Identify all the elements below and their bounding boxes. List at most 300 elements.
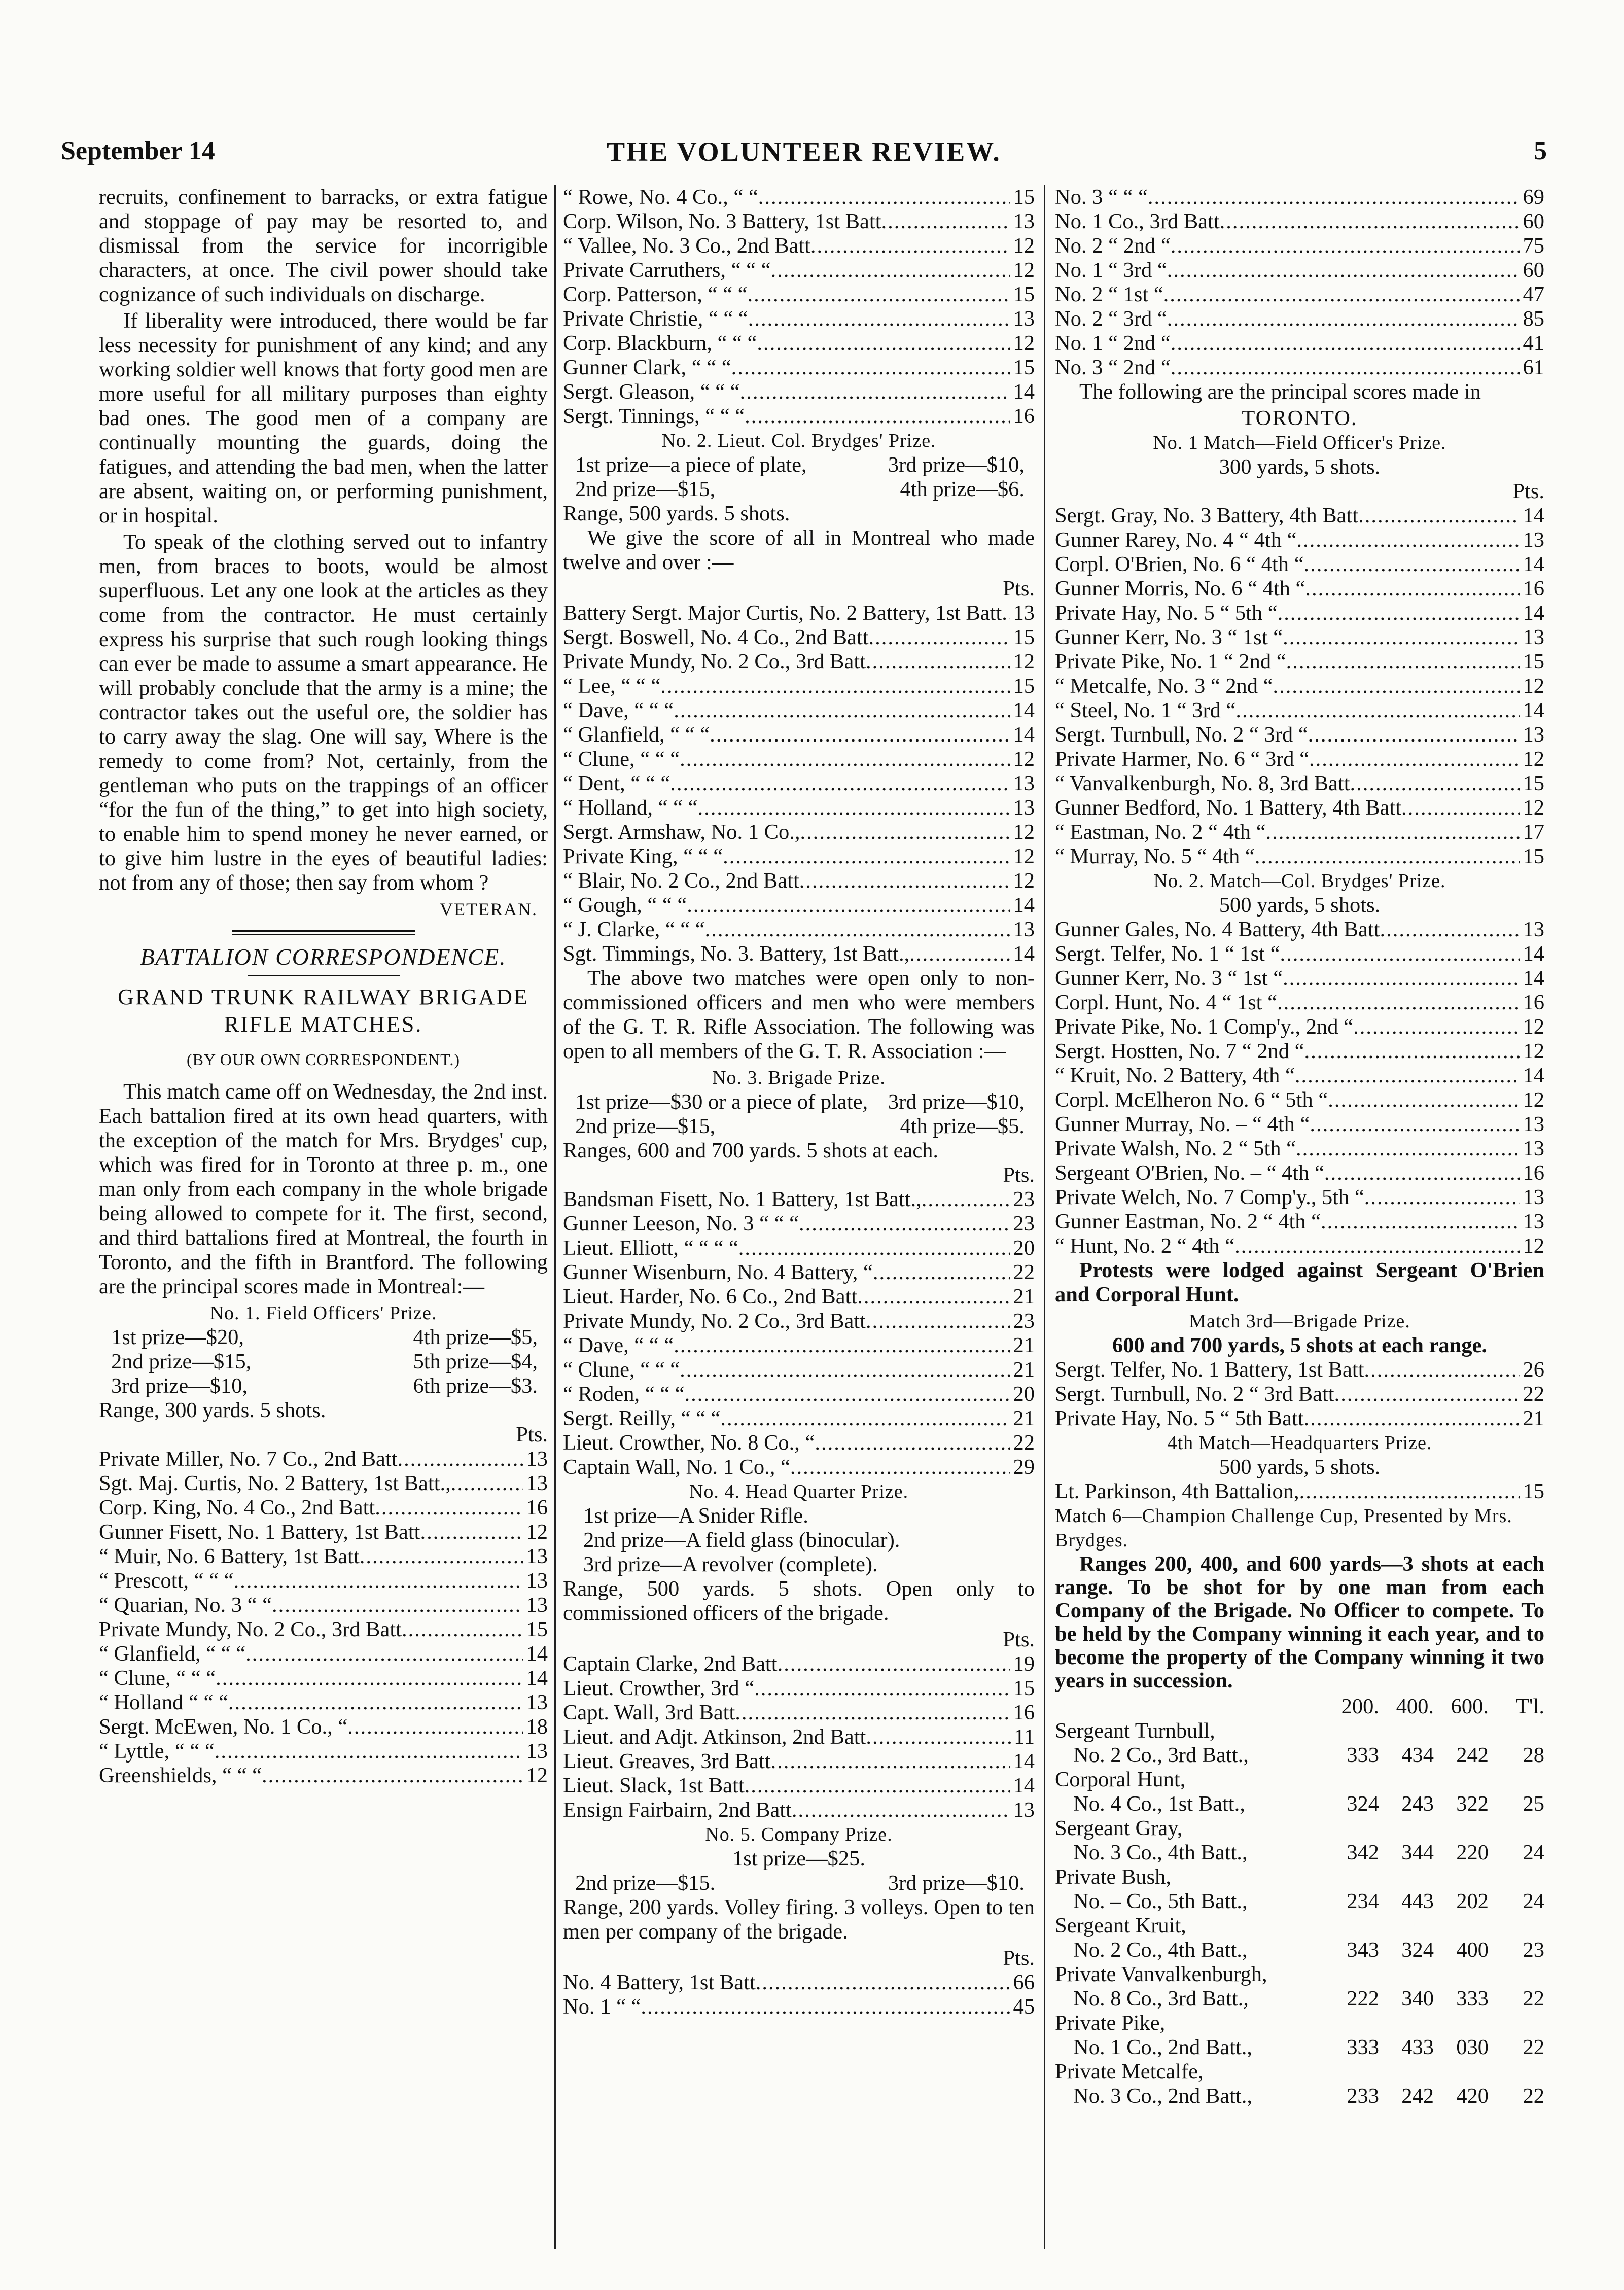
section-title: BATTALION CORRESPONDENCE. [140, 944, 507, 970]
leader-dots [735, 1701, 1010, 1725]
score: 15 [1523, 1479, 1544, 1503]
competitor: Gunner Gales, No. 4 Battery, 4th Batt [1055, 918, 1380, 941]
range-score: 222 [1347, 1987, 1379, 2011]
score: 16 [526, 1496, 548, 1520]
score: 16 [1523, 1161, 1544, 1185]
competitor: “ Dent, “ “ “ [563, 771, 670, 795]
score: 12 [526, 1520, 548, 1544]
score: 13 [526, 1544, 548, 1568]
leader-dots [745, 404, 1010, 429]
score-row [1055, 966, 1544, 991]
range-line: Range, 500 yards. 5 shots. [563, 502, 790, 525]
score: 60 [1523, 209, 1544, 233]
score: 14 [1013, 1749, 1035, 1773]
score-row [563, 771, 1035, 796]
match-title: No. 4. Head Quarter Prize. [689, 1481, 909, 1502]
column-rule [1044, 185, 1045, 2249]
competitor: No. 2 “ 3rd “ [1055, 307, 1167, 331]
leader-dots [866, 1309, 1010, 1333]
leader-dots [778, 1652, 1010, 1676]
competitor: Sergt. Gray, No. 3 Battery, 4th Batt [1055, 504, 1359, 527]
range-line: 500 yards, 5 shots. [1219, 1455, 1381, 1479]
leader-dots [790, 1455, 1010, 1479]
score-row [1055, 601, 1544, 625]
leader-dots [1171, 356, 1520, 380]
leader-dots [685, 1382, 1010, 1406]
leader-dots [1296, 1137, 1520, 1161]
range-score: 243 [1401, 1792, 1434, 1816]
score: 14 [526, 1666, 548, 1690]
score-row [1055, 1039, 1544, 1064]
range-score: 400 [1456, 1938, 1489, 1962]
leader-dots [1310, 1112, 1520, 1137]
competitor: “ Muir, No. 6 Battery, 1st Batt [99, 1544, 360, 1568]
score-row [99, 1764, 548, 1788]
leader-dots [748, 283, 1010, 307]
leader-dots [670, 771, 1010, 796]
leader-dots [1277, 991, 1520, 1015]
leader-dots [731, 356, 1010, 380]
range-score: 333 [1347, 1743, 1379, 1767]
score: 14 [526, 1642, 548, 1666]
score: 11 [1014, 1725, 1035, 1749]
score: 22 [1523, 1382, 1544, 1406]
col-header: 600. [1451, 1695, 1489, 1718]
leader-dots [451, 1471, 523, 1496]
leader-dots [740, 380, 1010, 404]
unit: No. 3 Co., 2nd Batt., [1073, 2084, 1252, 2108]
score: 14 [1013, 698, 1035, 722]
leader-dots [687, 893, 1010, 918]
competitor: “ Quarian, No. 3 “ “ [99, 1593, 272, 1617]
competitor: Corp. Blackburn, “ “ “ [563, 331, 757, 355]
leader-dots [800, 820, 1010, 844]
range-score: 202 [1456, 1889, 1489, 1913]
competitor: Corpl. O'Brien, No. 6 “ 4th “ [1055, 552, 1304, 576]
competitor: Lieut. Crowther, 3rd “ [563, 1676, 755, 1700]
paragraph: Protests were lodged against Sergeant O'Brien and Corporal Hunt. [1055, 1258, 1544, 1307]
leader-dots [1321, 1210, 1520, 1234]
competitor: Lieut. Greaves, 3rd Batt [563, 1749, 771, 1773]
leader-dots [674, 698, 1010, 723]
score-row [563, 380, 1035, 404]
range-score: 22 [1523, 1987, 1544, 2011]
competitor: No. 1 Co., 3rd Batt [1055, 209, 1220, 233]
score: 12 [1523, 674, 1544, 698]
score: 17 [1523, 820, 1544, 844]
score: 21 [1013, 1285, 1035, 1309]
range-score: 324 [1401, 1938, 1434, 1962]
column-1 [99, 185, 548, 2249]
leader-dots [1304, 1039, 1520, 1064]
competitor: “ Glanfield, “ “ “ [99, 1642, 246, 1666]
score-row [563, 1236, 1035, 1260]
score-row [563, 942, 1035, 966]
score-row [563, 1995, 1035, 2019]
score-row [563, 331, 1035, 356]
section-divider [232, 930, 415, 935]
score-row [1055, 552, 1544, 577]
prize-line: 2nd prize—$15, [111, 1350, 252, 1373]
score: 47 [1523, 283, 1544, 306]
score-row [563, 234, 1035, 258]
score-row [1055, 577, 1544, 601]
score: 41 [1523, 331, 1544, 355]
range-line: Range, 200 yards. Volley firing. 3 volleys. Open to ten men per company of the brigade. [563, 1895, 1035, 1944]
score-row [99, 1666, 548, 1690]
score-row [563, 1260, 1035, 1285]
score: 16 [1523, 991, 1544, 1014]
score: 12 [1013, 869, 1035, 893]
range-score: 23 [1523, 1938, 1544, 1962]
competitor: Private Mundy, No. 2 Co., 3rd Batt [563, 1309, 866, 1333]
prize-line: 4th prize—$5. [900, 1114, 1025, 1138]
leader-dots [1167, 258, 1520, 283]
score: 13 [526, 1447, 548, 1471]
competitor: Gunner Morris, No. 6 “ 4th “ [1055, 577, 1305, 601]
match-title: Match 6—Champion Challenge Cup, Presented by Mrs. Brydges. [1055, 1505, 1512, 1551]
score-row [99, 1569, 548, 1593]
score: 85 [1523, 307, 1544, 331]
competitor: Private Miller, No. 7 Co., 2nd Batt [99, 1447, 398, 1471]
score-row [563, 404, 1035, 429]
leader-dots [360, 1544, 523, 1569]
competitor-name: Private Metcalfe, [1055, 2060, 1204, 2084]
leader-dots [1167, 307, 1520, 331]
score-row [563, 1406, 1035, 1431]
competitor: “ Lyttle, “ “ “ [99, 1739, 215, 1763]
competitor: No. 2 “ 1st “ [1055, 283, 1163, 306]
score-row [563, 1309, 1035, 1333]
prize-row [99, 1325, 548, 1350]
match-title: No. 1. Field Officers' Prize. [209, 1302, 437, 1324]
score-row [563, 356, 1035, 380]
leader-dots [857, 1285, 1010, 1309]
score-row [1055, 918, 1544, 942]
score-row [99, 1593, 548, 1617]
prize-line: 3rd prize—A revolver (complete). [583, 1553, 878, 1576]
score: 15 [1523, 771, 1544, 795]
competitor: Private Mundy, No. 2 Co., 3rd Batt [563, 650, 866, 674]
competitor: No. 1 “ 3rd “ [1055, 258, 1167, 282]
score: 13 [526, 1739, 548, 1763]
leader-dots [1309, 747, 1520, 771]
prize-row [563, 453, 1035, 477]
competitor: Sergt. Turnbull, No. 2 “ 3rd Batt [1055, 1382, 1334, 1406]
header-date: September 14 [61, 136, 215, 165]
score-row [99, 1496, 548, 1520]
score-row [563, 698, 1035, 723]
score: 16 [1013, 404, 1035, 428]
paragraph: This match came off on Wednesday, the 2nd inst. Each battalion fired at its own head quarters, with the exception of the match for Mrs. Brydges' cup, which was fired for in Toronto at three p. m., one man only from each company in the whole brigade being allowed to compete for it. The first, second, and third battalions fired at Montreal, the fourth in Toronto, and the fifth in Brantford. The following are the principal scores made in Montreal:— [99, 1080, 548, 1298]
range-line: 500 yards, 5 shots. [1219, 893, 1381, 917]
leader-dots [272, 1593, 523, 1617]
competitor: Sergt. Telfer, No. 1 Battery, 1st Batt [1055, 1358, 1364, 1382]
score: 13 [1523, 1210, 1544, 1234]
score: 13 [1523, 1185, 1544, 1209]
competitor: Private Pike, No. 1 Comp'y., 2nd “ [1055, 1015, 1354, 1039]
byline: (BY OUR OWN CORRESPONDENT.) [187, 1050, 460, 1069]
score-row [1055, 1161, 1544, 1185]
prize-line: 1st prize—$30 or a piece of plate, [575, 1090, 868, 1114]
competitor: Sergt. Gleason, “ “ “ [563, 380, 740, 404]
leader-dots [228, 1690, 523, 1715]
score: 13 [1523, 528, 1544, 552]
range-score: 234 [1347, 1889, 1379, 1913]
competitor: Private Christie, “ “ “ [563, 307, 748, 331]
competitor: Private Hay, No. 5 “ 5th “ [1055, 601, 1278, 625]
score: 13 [526, 1569, 548, 1593]
score: 15 [1013, 1676, 1035, 1700]
competitor: Corpl. McElheron No. 6 “ 5th “ [1055, 1088, 1328, 1112]
unit: No. 4 Co., 1st Batt., [1073, 1792, 1245, 1816]
score-row [563, 258, 1035, 283]
competitor: “ J. Clarke, “ “ “ [563, 918, 705, 941]
score: 23 [1013, 1187, 1035, 1211]
pts-label: Pts. [1512, 479, 1544, 503]
score-row [563, 1970, 1035, 1995]
score-row [1055, 1185, 1544, 1210]
score-row [563, 185, 1035, 209]
score-row [1055, 283, 1544, 307]
competitor: “ Roden, “ “ “ [563, 1382, 685, 1406]
competitor: Gunner Eastman, No. 2 “ 4th “ [1055, 1210, 1321, 1234]
competitor: “ Rowe, No. 4 Co., “ “ [563, 185, 758, 209]
competitor: “ Glanfield, “ “ “ [563, 723, 710, 747]
competitor: “ Blair, No. 2 Co., 2nd Batt [563, 869, 799, 893]
match-title: Match 3rd—Brigade Prize. [1189, 1311, 1410, 1332]
leader-dots [262, 1764, 523, 1788]
col-header: 200. [1341, 1695, 1379, 1718]
range-score: 443 [1401, 1889, 1434, 1913]
range-line: Range, 500 yards. 5 shots. Open only to commissioned officers of the brigade. [563, 1577, 1035, 1625]
range-score: 24 [1523, 1889, 1544, 1913]
competitor: No. 3 “ “ “ [1055, 185, 1148, 209]
score-row [1055, 234, 1544, 258]
range-score: 233 [1347, 2084, 1379, 2108]
score-row [1055, 1064, 1544, 1088]
leader-dots [738, 1236, 1010, 1260]
leader-dots [799, 869, 1010, 893]
score: 14 [1523, 966, 1544, 990]
range-score: 333 [1347, 2035, 1379, 2059]
prize-line: 1st prize—$20, [111, 1325, 244, 1349]
leader-dots [420, 1520, 523, 1544]
competitor-name: Private Vanvalkenburgh, [1055, 1962, 1267, 1986]
score-row [1055, 1015, 1544, 1039]
score: 13 [1523, 918, 1544, 941]
range-score: 24 [1523, 1841, 1544, 1864]
prize-line: 3rd prize—$10, [888, 1090, 1025, 1114]
score-row [1055, 258, 1544, 283]
leader-dots [1305, 577, 1520, 601]
score-row [563, 283, 1035, 307]
score: 12 [1013, 650, 1035, 674]
prize-line: 2nd prize—$15, [575, 1114, 716, 1138]
prize-line: 3rd prize—$10, [888, 453, 1025, 477]
competitor: Corpl. Hunt, No. 4 “ 1st “ [1055, 991, 1277, 1014]
competitor: Battery Sergt. Major Curtis, No. 2 Battery, 1st Batt [563, 601, 1002, 625]
score-row [99, 1739, 548, 1764]
score: 20 [1013, 1236, 1035, 1260]
cup-score-row [1055, 2035, 1544, 2060]
leader-dots [1255, 844, 1520, 869]
range-score: 322 [1456, 1792, 1489, 1816]
competitor: Corp. Patterson, “ “ “ [563, 283, 748, 306]
score-row [563, 1358, 1035, 1382]
competitor: Sergt. Armshaw, No. 1 Co., [563, 820, 800, 844]
competitor: Captain Clarke, 2nd Batt [563, 1652, 778, 1676]
competitor: “ Hunt, No. 2 “ 4th “ [1055, 1234, 1235, 1258]
prize-line: 5th prize—$4, [413, 1350, 538, 1373]
competitor: “ Vanvalkenburgh, No. 8, 3rd Batt [1055, 771, 1350, 795]
score-row [563, 1774, 1035, 1798]
leader-dots [1308, 723, 1520, 747]
unit: No. – Co., 5th Batt., [1073, 1889, 1248, 1913]
article-title: GRAND TRUNK RAILWAY BRIGADE RIFLE MATCHES. [118, 984, 529, 1037]
leader-dots [1163, 283, 1520, 307]
score: 29 [1013, 1455, 1035, 1479]
score: 14 [1013, 380, 1035, 404]
score-row [1055, 771, 1544, 796]
leader-dots [641, 1995, 1010, 2019]
score-row [563, 747, 1035, 771]
leader-dots [402, 1617, 523, 1642]
leader-dots [770, 258, 1010, 283]
leader-dots [1334, 1382, 1520, 1406]
score-row [563, 1749, 1035, 1774]
score-row [563, 650, 1035, 674]
competitor: Sgt. Timmings, No. 3. Battery, 1st Batt., [563, 942, 910, 966]
leader-dots [748, 307, 1010, 331]
competitor: Ensign Fairbairn, 2nd Batt [563, 1798, 792, 1822]
competitor-name: Sergeant Kruit, [1055, 1914, 1186, 1937]
range-score: 220 [1456, 1841, 1489, 1864]
score: 66 [1013, 1970, 1035, 1994]
score-row [1055, 674, 1544, 698]
score: 13 [1013, 918, 1035, 941]
score: 23 [1013, 1212, 1035, 1236]
leader-dots [660, 674, 1010, 698]
score: 14 [1523, 1064, 1544, 1087]
score: 13 [1013, 796, 1035, 820]
score: 22 [1013, 1260, 1035, 1284]
leader-dots [881, 209, 1010, 234]
competitor: “ Kruit, No. 2 Battery, 4th “ [1055, 1064, 1295, 1087]
prize-line: 6th prize—$3. [413, 1374, 538, 1398]
score: 21 [1013, 1333, 1035, 1357]
score-row [563, 1333, 1035, 1358]
score-row [1055, 1137, 1544, 1161]
score-row [1055, 528, 1544, 552]
score-row [1055, 796, 1544, 820]
score-row [1055, 723, 1544, 747]
cup-score-row [1055, 1938, 1544, 1962]
competitor: Bandsman Fisett, No. 1 Battery, 1st Batt., [563, 1187, 922, 1211]
score: 45 [1013, 1995, 1035, 2019]
cup-score-row [1055, 1792, 1544, 1816]
competitor-name: Private Bush, [1055, 1865, 1172, 1889]
competitor: “ Clune, “ “ “ [563, 1358, 680, 1382]
score: 69 [1523, 185, 1544, 209]
score: 12 [1013, 258, 1035, 282]
prize-line: 2nd prize—A field glass (binocular). [583, 1528, 900, 1552]
score-row [1055, 185, 1544, 209]
competitor: “ Holland, “ “ “ [563, 796, 698, 820]
competitor: Private Walsh, No. 2 “ 5th “ [1055, 1137, 1296, 1160]
score-row [1055, 504, 1544, 528]
leader-dots [1364, 1358, 1520, 1382]
leader-dots [1273, 674, 1520, 698]
score-row [563, 601, 1035, 625]
score: 20 [1013, 1382, 1035, 1406]
score: 14 [1013, 942, 1035, 966]
leader-dots [815, 1431, 1010, 1455]
competitor: “ Lee, “ “ “ [563, 674, 661, 698]
competitor: No. 2 “ 2nd “ [1055, 234, 1171, 258]
page-header [61, 136, 1547, 177]
score-row [563, 209, 1035, 234]
unit: No. 1 Co., 2nd Batt., [1073, 2035, 1252, 2059]
leader-dots [754, 1676, 1010, 1701]
score-row [1055, 942, 1544, 966]
city-heading: TORONTO. [1242, 406, 1358, 430]
score-row [1055, 650, 1544, 674]
leader-dots [1401, 796, 1520, 820]
score-row [99, 1544, 548, 1569]
range-score: 333 [1456, 1987, 1489, 2011]
competitor: Gunner Rarey, No. 4 “ 4th “ [1055, 528, 1297, 552]
unit: No. 2 Co., 4th Batt., [1073, 1938, 1248, 1962]
prize-line: 1st prize—A Snider Rifle. [583, 1504, 808, 1528]
competitor: Sergt. Telfer, No. 1 “ 1st “ [1055, 942, 1280, 966]
score-row [99, 1617, 548, 1642]
competitor: Lieut. Harder, No. 6 Co., 2nd Batt [563, 1285, 858, 1309]
score-row [99, 1447, 548, 1471]
unit: No. 2 Co., 3rd Batt., [1073, 1743, 1249, 1767]
competitor: Private Harmer, No. 6 “ 3rd “ [1055, 747, 1310, 771]
range-score: 420 [1456, 2084, 1489, 2108]
competitor-name: Sergeant Turnbull, [1055, 1719, 1215, 1743]
match-title: No. 3. Brigade Prize. [712, 1067, 886, 1088]
pts-label: Pts. [516, 1423, 548, 1447]
score-row [563, 1431, 1035, 1455]
range-score: 343 [1347, 1938, 1379, 1962]
score-row [563, 918, 1035, 942]
prize-row [99, 1350, 548, 1374]
score: 15 [526, 1617, 548, 1641]
col-header: 400. [1396, 1695, 1434, 1718]
signature: VETERAN. [440, 899, 538, 920]
score-row [1055, 209, 1544, 234]
score: 12 [1523, 1088, 1544, 1112]
score: 13 [526, 1690, 548, 1714]
competitor: Private Carruthers, “ “ “ [563, 258, 771, 282]
prize-row [563, 1114, 1035, 1139]
page-number: 5 [1534, 136, 1547, 165]
score: 14 [1013, 723, 1035, 747]
prize-line: 2nd prize—$15. [575, 1871, 716, 1895]
match-title: No. 5. Company Prize. [705, 1824, 893, 1845]
leader-dots [1002, 601, 1010, 625]
leader-dots [398, 1447, 523, 1471]
score-row [563, 1676, 1035, 1701]
score-row [563, 625, 1035, 650]
score-row [99, 1642, 548, 1666]
divider [248, 975, 400, 976]
leader-dots [234, 1569, 523, 1593]
competitor: Corp. Wilson, No. 3 Battery, 1st Batt [563, 209, 881, 233]
